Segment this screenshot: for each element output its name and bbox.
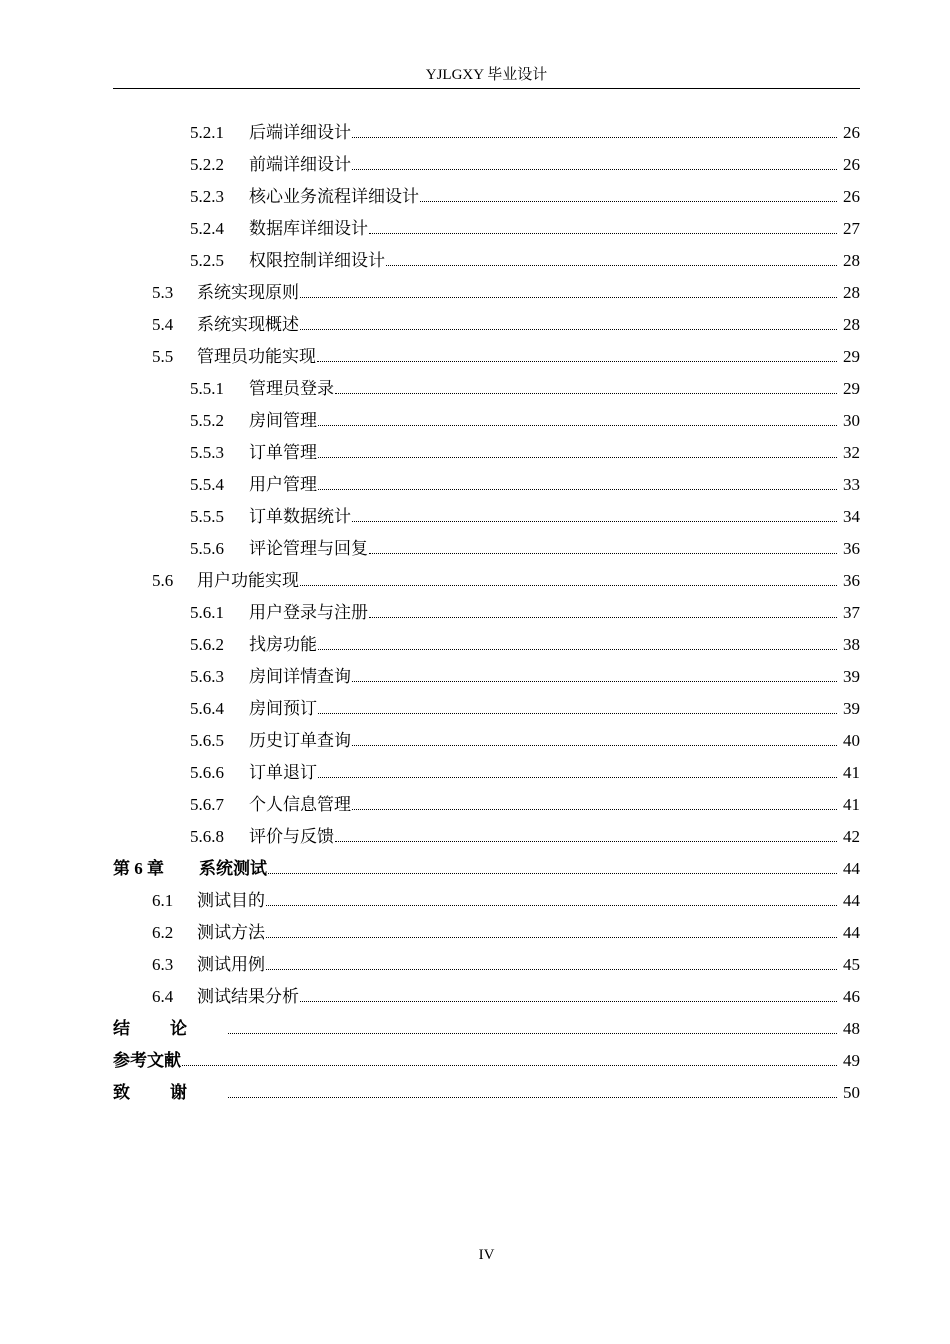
toc-entry[interactable] [113,565,860,597]
toc-entry[interactable] [113,405,860,437]
toc-number: 5.6.4 [190,699,224,718]
toc-title: 房间预订 [249,699,317,718]
toc-number: 第 6 章 [113,859,164,878]
toc-number: 5.5.1 [190,379,224,398]
toc-title: 用户登录与注册 [249,603,368,622]
dot-leader [369,233,837,234]
toc-number: 5.3 [152,283,174,302]
toc-page: 49 [843,1051,860,1070]
dot-leader [352,745,837,746]
toc-entry-conclusion[interactable] [113,1013,860,1045]
toc-page: 42 [843,827,860,846]
toc-title: 测试结果分析 [197,987,299,1006]
dot-leader [318,713,837,714]
toc-number: 5.6.5 [190,731,224,750]
toc-page: 26 [843,187,860,206]
toc-entry[interactable] [113,149,860,181]
toc-title: 订单数据统计 [249,507,351,526]
toc-number: 5.2.5 [190,251,224,270]
toc-number: 5.2.2 [190,155,224,174]
dot-leader [266,937,837,938]
toc-title: 房间详情查询 [249,667,351,686]
dot-leader [386,265,837,266]
toc-title: 系统实现概述 [197,315,299,334]
toc-page: 44 [843,923,860,942]
toc-number: 6.3 [152,955,174,974]
dot-leader [228,1033,837,1034]
dot-leader [300,329,837,330]
dot-leader [369,553,837,554]
toc-page: 30 [843,411,860,430]
toc-page: 28 [843,283,860,302]
toc-number: 5.4 [152,315,174,334]
dot-leader [266,969,837,970]
page-header: YJLGXY 毕业设计 [425,67,548,83]
toc-page: 44 [843,859,860,878]
toc-title: 测试用例 [197,955,265,974]
toc-entry[interactable] [113,181,860,213]
toc-title: 系统测试 [199,859,267,878]
toc-page: 27 [843,219,860,238]
dot-leader [352,169,837,170]
toc-title: 个人信息管理 [249,795,351,814]
toc-page: 50 [843,1083,860,1102]
toc-entry[interactable] [113,341,860,373]
toc-page: 41 [843,795,860,814]
toc-entry[interactable] [113,885,860,917]
dot-leader [352,809,837,810]
toc-title: 数据库详细设计 [249,219,368,238]
toc-entry[interactable] [113,213,860,245]
toc-number: 5.6 [152,571,174,590]
dot-leader [318,489,837,490]
dot-leader [182,1065,837,1066]
toc-page: 44 [843,891,860,910]
toc-entry[interactable] [113,917,860,949]
toc-page: 26 [843,155,860,174]
toc-page: 29 [843,347,860,366]
dot-leader [318,649,837,650]
toc-entry[interactable] [113,693,860,725]
header-divider [113,88,860,89]
toc-title: 测试方法 [197,923,265,942]
toc-page: 28 [843,251,860,270]
toc-title: 后端详细设计 [249,123,351,142]
toc-title: 用户功能实现 [197,571,299,590]
dot-leader [266,905,837,906]
toc-entry[interactable] [113,309,860,341]
toc-number: 5.2.1 [190,123,224,142]
toc-entry[interactable] [113,725,860,757]
toc-title: 房间管理 [249,411,317,430]
toc-number: 5.5 [152,347,174,366]
dot-leader [335,393,837,394]
toc-entry[interactable] [113,469,860,501]
toc-page: 26 [843,123,860,142]
toc-number: 5.2.3 [190,187,224,206]
toc-entry[interactable] [113,437,860,469]
toc-title: 测试目的 [197,891,265,910]
toc-number: 5.2.4 [190,219,224,238]
toc-title: 参考文献 [113,1051,181,1070]
toc-title: 致谢 [113,1083,227,1102]
toc-page: 38 [843,635,860,654]
toc-number: 5.5.3 [190,443,224,462]
toc-title: 系统实现原则 [197,283,299,302]
toc-entry[interactable] [113,981,860,1013]
toc-title: 管理员功能实现 [197,347,316,366]
dot-leader [352,681,837,682]
toc-entry[interactable] [113,821,860,853]
dot-leader [318,457,837,458]
toc-number: 5.5.5 [190,507,224,526]
toc-entry[interactable] [113,757,860,789]
toc-number: 5.6.3 [190,667,224,686]
toc-title: 用户管理 [249,475,317,494]
toc-title: 评论管理与回复 [249,539,368,558]
table-of-contents [113,117,860,1109]
toc-title: 评价与反馈 [249,827,334,846]
toc-page: 33 [843,475,860,494]
toc-number: 5.6.8 [190,827,224,846]
dot-leader [318,425,837,426]
toc-title: 结论 [113,1019,227,1038]
toc-page: 28 [843,315,860,334]
dot-leader [300,1001,837,1002]
toc-page: 36 [843,571,860,590]
toc-entry-references[interactable] [113,1045,860,1077]
toc-page: 29 [843,379,860,398]
toc-entry[interactable] [113,949,860,981]
toc-page: 37 [843,603,860,622]
toc-entry[interactable] [113,117,860,149]
toc-entry[interactable] [113,373,860,405]
dot-leader [420,201,837,202]
toc-page: 40 [843,731,860,750]
dot-leader [352,521,837,522]
dot-leader [300,585,837,586]
toc-entry[interactable] [113,277,860,309]
dot-leader [317,361,837,362]
toc-number: 5.6.7 [190,795,224,814]
toc-number: 5.6.2 [190,635,224,654]
toc-title: 前端详细设计 [249,155,351,174]
page-number: IV [478,1247,495,1263]
toc-page: 39 [843,699,860,718]
toc-title: 找房功能 [249,635,317,654]
toc-title: 历史订单查询 [249,731,351,750]
toc-page: 45 [843,955,860,974]
toc-number: 5.5.6 [190,539,224,558]
toc-entry[interactable] [113,629,860,661]
toc-page: 39 [843,667,860,686]
toc-page: 48 [843,1019,860,1038]
toc-entry-chapter[interactable] [113,853,860,885]
toc-page: 41 [843,763,860,782]
dot-leader [335,841,837,842]
dot-leader [369,617,837,618]
toc-entry[interactable] [113,533,860,565]
toc-entry[interactable] [113,245,860,277]
dot-leader [268,873,837,874]
dot-leader [318,777,837,778]
toc-number: 6.4 [152,987,174,1006]
toc-number: 5.6.6 [190,763,224,782]
toc-title: 权限控制详细设计 [249,251,385,270]
dot-leader [352,137,837,138]
dot-leader [228,1097,837,1098]
toc-entry[interactable] [113,597,860,629]
toc-page: 46 [843,987,860,1006]
toc-number: 5.5.2 [190,411,224,430]
toc-entry[interactable] [113,661,860,693]
toc-number: 6.1 [152,891,174,910]
toc-entry-acknowledgements[interactable] [113,1077,860,1109]
toc-number: 5.5.4 [190,475,224,494]
toc-page: 32 [843,443,860,462]
toc-page: 36 [843,539,860,558]
toc-entry[interactable] [113,789,860,821]
toc-title: 管理员登录 [249,379,334,398]
toc-number: 6.2 [152,923,174,942]
toc-number: 5.6.1 [190,603,224,622]
toc-title: 订单管理 [249,443,317,462]
toc-page: 34 [843,507,860,526]
toc-title: 核心业务流程详细设计 [249,187,419,206]
toc-entry[interactable] [113,501,860,533]
dot-leader [300,297,837,298]
toc-title: 订单退订 [249,763,317,782]
